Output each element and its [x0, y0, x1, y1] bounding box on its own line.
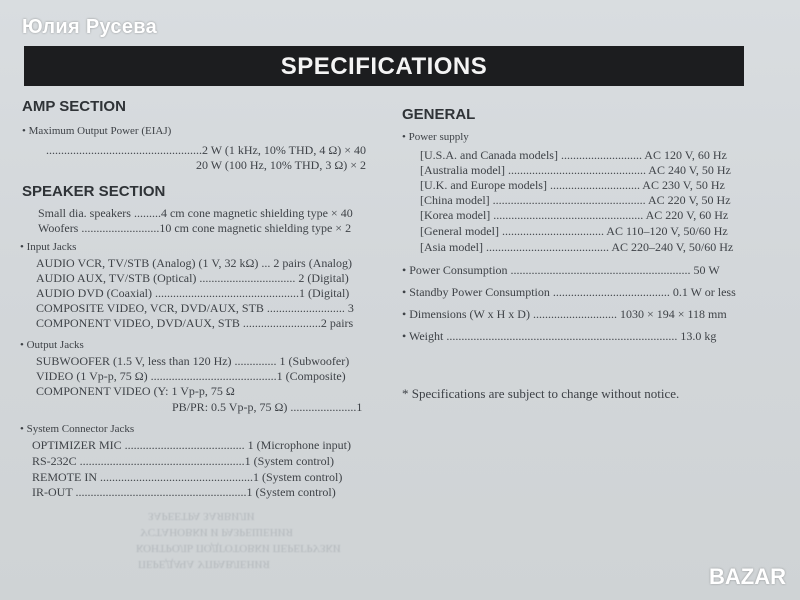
input-jacks-label: • Input Jacks [20, 241, 77, 253]
system-jacks-label: • System Connector Jacks [20, 423, 135, 435]
general-section-title: GENERAL [402, 106, 476, 123]
power-supply-label: • Power supply [402, 131, 469, 143]
speaker-section-title: SPEAKER SECTION [22, 183, 166, 200]
input-jack-line: COMPOSITE VIDEO, VCR, DVD/AUX, STB .......................... 3 [36, 301, 354, 315]
system-jack-line: OPTIMIZER MIC ........................................ 1 (Microphone input) [32, 438, 351, 452]
bleed-through-text: ЗАРЕЕТРА ЗАЯВИЛИ [148, 510, 255, 522]
specifications-note: * Specifications are subject to change without notice. [402, 386, 680, 401]
power-supply-line: [Australia model] .............................................. AC 240 V, 50 Hz [420, 163, 731, 177]
output-jacks-label: • Output Jacks [20, 339, 84, 351]
page-title: SPECIFICATIONS [24, 46, 744, 86]
amp-section-title: AMP SECTION [22, 98, 126, 115]
input-jack-line: AUDIO VCR, TV/STB (Analog) (1 V, 32 kΩ) ... 2 pairs (Analog) [36, 256, 353, 270]
bleed-through-text: ПЕРЕДАЧА УПРАВЛЕНИЯ [138, 558, 270, 570]
bleed-through-text: КОНТРОЛЬ ПОДГОТОВКИ ПЕРЕГРУЗКИ [136, 542, 341, 554]
amp-output-power-line1: ....................................................2 W (1 kHz, 10% THD, 4 Ω) × 40 [46, 143, 367, 157]
speaker-woofer-line: Woofers ..........................10 cm cone magnetic shielding type × 2 [38, 221, 352, 235]
power-supply-line: [Asia model] ......................................... AC 220–240 V, 50/60 Hz [420, 240, 734, 254]
system-jack-line: IR-OUT .........................................................1 (System control) [32, 485, 336, 499]
bleed-through-text: УСТАНОВКИ И РАЗРЕШЕНИЯ [140, 526, 293, 538]
power-consumption-line: • Power Consumption ............................................................ 50 W [402, 263, 720, 277]
input-jack-line: AUDIO DVD (Coaxial) ................................................1 (Digital) [36, 286, 350, 300]
weight-line: • Weight ............................................................................. 13.0 kg [402, 329, 717, 343]
output-jack-line: PB/PR: 0.5 Vp-p, 75 Ω) ......................1 [172, 400, 363, 414]
system-jack-line: REMOTE IN ...................................................1 (System control) [32, 470, 343, 484]
power-supply-line: [General model] .................................. AC 110–120 V, 50/60 Hz [420, 224, 728, 238]
output-jack-line: COMPONENT VIDEO (Y: 1 Vp-p, 75 Ω [36, 384, 235, 398]
power-supply-line: [China model] ................................................... AC 220 V, 50 Hz [420, 193, 731, 207]
amp-output-power-label: • Maximum Output Power (EIAJ) [22, 125, 172, 137]
input-jack-line: COMPONENT VIDEO, DVD/AUX, STB ..........................2 pairs [36, 316, 354, 330]
system-jack-line: RS-232C .......................................................1 (System control) [32, 454, 334, 468]
output-jack-line: SUBWOOFER (1.5 V, less than 120 Hz) .............. 1 (Subwoofer) [36, 354, 350, 368]
output-jack-line: VIDEO (1 Vp-p, 75 Ω) ..........................................1 (Composite) [36, 369, 346, 383]
input-jack-line: AUDIO AUX, TV/STB (Optical) ................................ 2 (Digital) [36, 271, 349, 285]
amp-output-power-line2: 20 W (100 Hz, 10% THD, 3 Ω) × 2 [196, 158, 367, 172]
speaker-small-line: Small dia. speakers .........4 cm cone magnetic shielding type × 40 [38, 206, 353, 220]
power-supply-line: [U.K. and Europe models] .............................. AC 230 V, 50 Hz [420, 178, 725, 192]
bazar-logo: BAZAR [709, 564, 786, 589]
power-supply-line: [U.S.A. and Canada models] ........................... AC 120 V, 60 Hz [420, 148, 727, 162]
dimensions-line: • Dimensions (W x H x D) ............................ 1030 × 194 × 118 mm [402, 307, 727, 321]
watermark-text: Юлия Русева [22, 16, 158, 38]
power-supply-line: [Korea model] .................................................. AC 220 V, 60 Hz [420, 208, 729, 222]
standby-power-line: • Standby Power Consumption ....................................... 0.1 W or less [402, 285, 736, 299]
